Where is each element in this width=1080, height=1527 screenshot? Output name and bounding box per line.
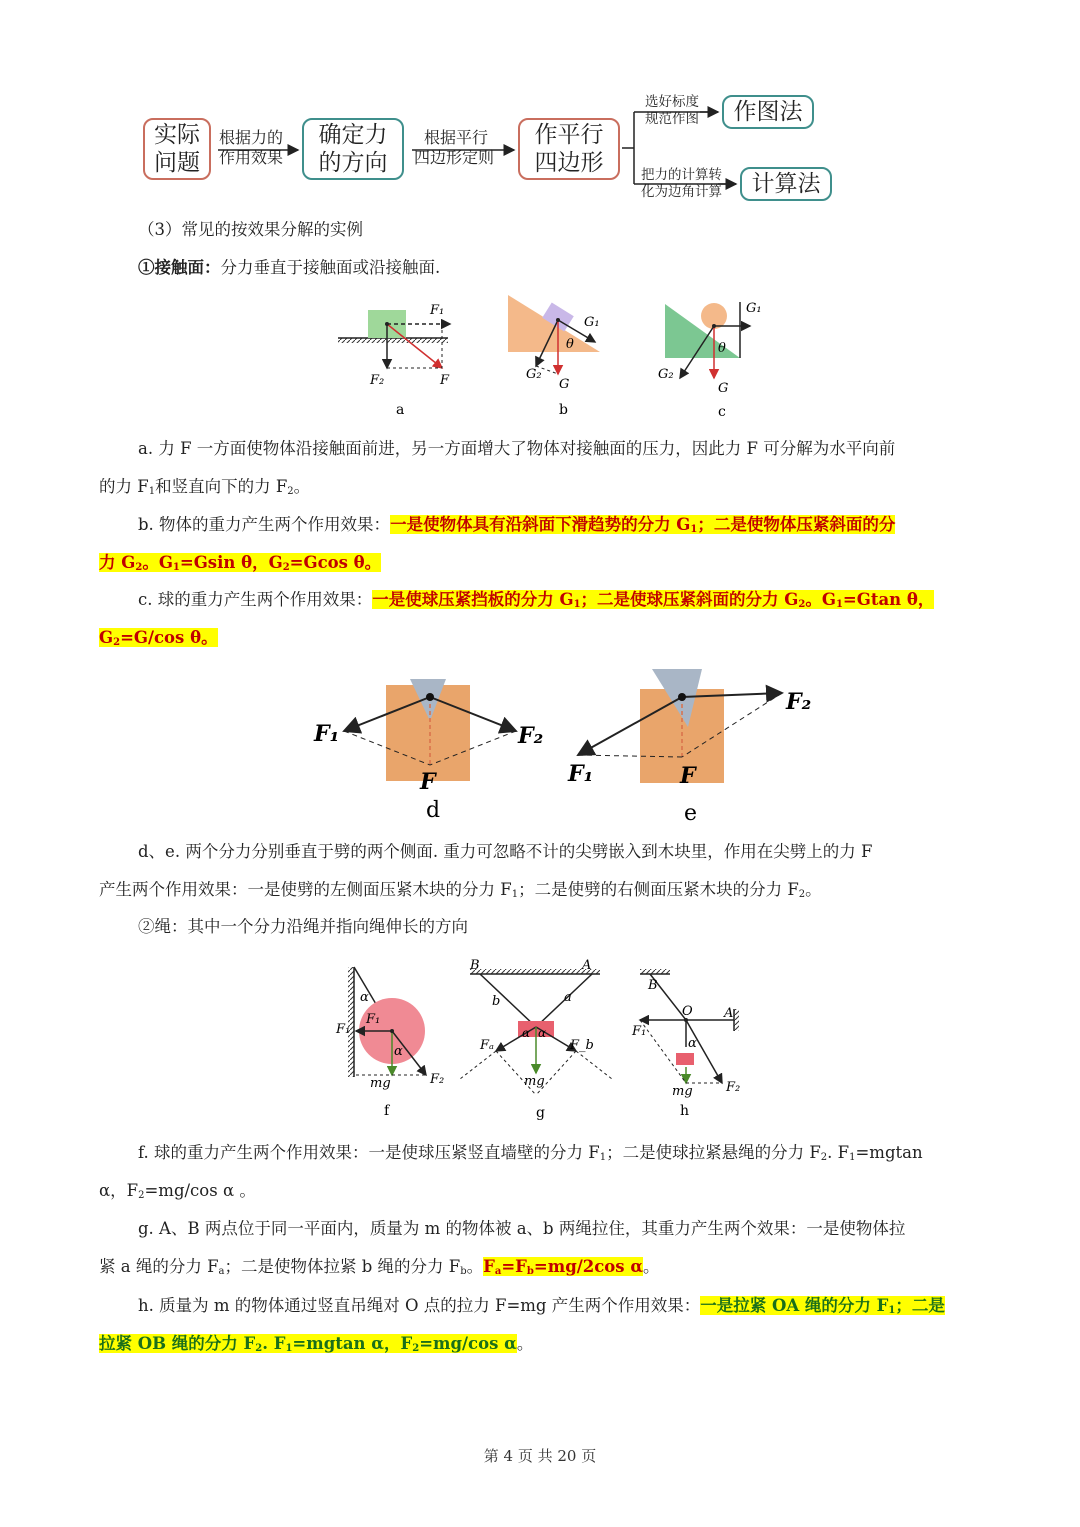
subscript: 2 (287, 486, 294, 497)
fig-h-B: B (648, 978, 658, 993)
subscript: 2 (412, 1343, 420, 1354)
fig-b-g: G (559, 377, 570, 392)
subscript: 1 (573, 599, 581, 610)
fig-b-caption: b (559, 402, 568, 418)
subscript: a (494, 1266, 502, 1277)
subscript: 1 (511, 889, 519, 900)
flow-text: 计算法 (751, 171, 821, 197)
flow-text: 化为边角计算 (641, 184, 722, 200)
text: 。 (466, 1257, 484, 1276)
para-de-line1: d、e. 两个分力分别垂直于劈的两个侧面. 重力可忽略不计的尖劈嵌入到木块里，作用在尖劈上的力 F (138, 842, 873, 861)
subscript: 1 (835, 599, 843, 610)
fig-h-f1: F₁ (632, 1024, 647, 1039)
text: ；二是使物体拉紧 b 绳的分力 F (224, 1257, 461, 1276)
fig-f-f1: F₁ (366, 1012, 381, 1027)
fig-g-alpha2: α (538, 1026, 547, 1040)
fig-a-f: F (440, 373, 450, 388)
text: h. 质量为 m 的物体通过竖直吊绳对 O 点的拉力 F=mg 产生两个作用效果： (138, 1296, 701, 1315)
flow-text: 确定力 (318, 122, 388, 148)
fig-g-alpha: α (522, 1026, 531, 1040)
text: 紧 a 绳的分力 F (99, 1257, 219, 1276)
subscript: 1 (888, 1305, 896, 1316)
text: . F (827, 1143, 850, 1162)
text: α，F (99, 1181, 139, 1200)
figure-c (665, 302, 750, 378)
text: 。 (805, 880, 822, 899)
subscript: 1 (849, 1152, 856, 1163)
fig-g-a: a (564, 990, 572, 1005)
para-a-line2 (99, 475, 310, 504)
fig-c-theta: θ (718, 341, 726, 356)
fig-c-g1: G₁ (746, 301, 762, 316)
fig-d-f2: F₂ (518, 723, 544, 749)
text: G (99, 628, 114, 647)
figure-d (344, 679, 516, 781)
text: 一是拉紧 OA 绳的分力 F (700, 1296, 889, 1315)
subscript: 2 (138, 1190, 145, 1201)
text: =mg/cos α (419, 1334, 517, 1353)
subscript: 1 (148, 486, 156, 497)
subscript: 2 (820, 1152, 828, 1163)
para-de-line2 (99, 878, 822, 907)
text: =G/cos θ。 (120, 628, 218, 647)
fig-f-caption: f (384, 1103, 390, 1119)
flow-text: 作平行 (534, 122, 604, 148)
text: 和竖直向下的力 F (155, 477, 288, 496)
text: 力 G (99, 553, 136, 572)
text: ；二是使球拉紧悬绳的分力 F (606, 1143, 821, 1162)
highlight (99, 628, 218, 647)
fig-f-alpha2: α (394, 1044, 403, 1059)
flow-text: 问题 (154, 150, 200, 176)
para-a-line1: a. 力 F 一方面使物体沿接触面前进，另一方面增大了物体对接触面的压力，因此力 F 可分解为水平向前 (138, 439, 896, 458)
item-text: 分力垂直于接触面或沿接触面. (220, 258, 441, 277)
item-contact-surface (138, 256, 440, 280)
page-footer: 第 4 页 共 20 页 (483, 1447, 597, 1465)
subscript: 1 (172, 562, 180, 573)
subscript: 2 (798, 889, 806, 900)
para-f-line1 (138, 1141, 923, 1170)
text: =Gsin θ，G (179, 553, 283, 572)
text: ；二是使球压紧斜面的分力 G (580, 590, 799, 609)
fig-h-caption: h (680, 1103, 690, 1119)
text: =mgtan (855, 1143, 923, 1162)
item-rope: ②绳：其中一个分力沿绳并指向绳伸长的方向 (138, 917, 468, 936)
para-f-line2 (99, 1179, 256, 1208)
para-b-line2 (99, 551, 381, 580)
fig-a-f2: F₂ (370, 373, 385, 388)
text: 。G (805, 590, 836, 609)
text: =Gtan θ， (842, 590, 935, 609)
text: 。 (516, 1334, 534, 1353)
flow-text: 作用效果 (219, 148, 284, 167)
fig-b-g1: G₁ (584, 315, 600, 330)
text: =mgtan α，F (292, 1334, 413, 1353)
fig-g-B: B (470, 958, 480, 973)
fig-e-f: F (680, 763, 696, 789)
text: 。G (142, 553, 173, 572)
fig-g-mg: mg (524, 1074, 545, 1089)
text: =mg/cos α 。 (144, 1181, 256, 1200)
fig-b-theta: θ (566, 337, 574, 352)
text: =F (501, 1257, 527, 1276)
text: ；二是使劈的右侧面压紧木块的分力 F (518, 880, 799, 899)
subscript: b (460, 1266, 467, 1277)
flow-text: 根据力的 (219, 128, 284, 147)
fig-f-mg: mg (370, 1076, 391, 1091)
item-label: ①接触面： (138, 258, 221, 277)
flow-text: 的方向 (318, 150, 388, 176)
flow-text: 作图法 (733, 99, 803, 125)
highlight (700, 1296, 945, 1315)
para-h-line2 (99, 1332, 533, 1361)
flow-text: 规范作图 (645, 111, 699, 127)
fig-h-A: A (724, 1006, 734, 1021)
fig-g-fb: F_b (570, 1038, 594, 1053)
fig-g-fa: Fₐ (480, 1038, 494, 1053)
text: 拉紧 OB 绳的分力 F (99, 1334, 256, 1353)
fig-h-f2: F₂ (726, 1080, 741, 1095)
highlight (390, 515, 895, 534)
text: =mg/2cos α (533, 1257, 644, 1276)
flow-text: 把力的计算转 (641, 167, 722, 183)
fig-a-f1: F₁ (430, 303, 445, 318)
text: 。 (643, 1257, 660, 1276)
fig-g-caption: g (536, 1105, 545, 1121)
para-h-line1 (138, 1294, 945, 1323)
flow-text: 选好标度 (645, 94, 699, 110)
fig-c-caption: c (718, 404, 726, 420)
fig-h-mg: mg (672, 1084, 693, 1099)
text: b. 物体的重力产生两个作用效果： (138, 515, 391, 534)
text: 的力 F (99, 477, 149, 496)
para-c-line2 (99, 626, 218, 655)
figure-b (508, 295, 600, 374)
fig-g-b: b (492, 994, 501, 1009)
fig-a-caption: a (396, 402, 405, 418)
fig-e-caption: e (684, 801, 698, 825)
section-title: （3）常见的按效果分解的实例 (138, 220, 363, 239)
text: 产生两个作用效果：一是使劈的左侧面压紧木块的分力 F (99, 880, 512, 899)
para-b-line1 (138, 513, 895, 542)
subscript: 2 (282, 562, 290, 573)
highlight (99, 1334, 517, 1353)
fig-c-g: G (718, 381, 729, 396)
text: f. 球的重力产生两个作用效果：一是使球压紧竖直墙壁的分力 F (138, 1143, 600, 1162)
para-g-line1: g. A、B 两点位于同一平面内，质量为 m 的物体被 a、b 两绳拉住，其重力产生两个效果：一是使物体拉 (138, 1219, 906, 1238)
para-c-line1 (138, 588, 934, 617)
figures-abc (330, 290, 780, 425)
highlight (483, 1257, 643, 1276)
fig-c-g2: G₂ (658, 367, 674, 382)
text: =Gcos θ。 (289, 553, 382, 572)
text: c. 球的重力产生两个作用效果： (138, 590, 373, 609)
flow-text: 根据平行 (424, 128, 489, 147)
para-g-line2 (99, 1255, 660, 1284)
fig-h-O: O (682, 1004, 693, 1019)
text: 。 (293, 477, 311, 496)
text: F (483, 1257, 495, 1276)
flow-text: 实际 (154, 122, 200, 148)
fig-e-f2: F₂ (786, 689, 812, 715)
text: 一是使球压紧挡板的分力 G (372, 590, 574, 609)
subscript: 2 (798, 599, 806, 610)
fig-f-f2: F₂ (430, 1072, 445, 1087)
fig-h-alpha: α (688, 1036, 697, 1051)
flow-arrows (0, 0, 1080, 220)
subscript: b (526, 1266, 534, 1277)
fig-g-A: A (582, 958, 592, 973)
fig-d-f1: F₁ (314, 721, 340, 747)
text: ；二是 (895, 1296, 945, 1315)
subscript: 1 (690, 524, 698, 535)
subscript: 2 (255, 1343, 263, 1354)
subscript: a (218, 1266, 225, 1277)
subscript: 2 (135, 562, 143, 573)
subscript: 1 (599, 1152, 607, 1163)
figure-a (338, 310, 450, 368)
text: 一是使物体具有沿斜面下滑趋势的分力 G (390, 515, 691, 534)
fig-f-f1-wall: F₁ (336, 1022, 351, 1037)
flow-text: 四边形 (534, 150, 604, 176)
figures-fgh (330, 955, 760, 1125)
highlight (372, 590, 934, 609)
text: . F (262, 1334, 286, 1353)
fig-f-alpha1: α (360, 990, 369, 1005)
figures-de (300, 665, 840, 825)
fig-d-f: F (420, 769, 436, 795)
fig-d-caption: d (426, 798, 441, 823)
flow-text: 四边形定则 (414, 148, 495, 167)
figure-f (348, 967, 426, 1077)
subscript: 1 (285, 1343, 293, 1354)
highlight (99, 553, 381, 572)
fig-b-g2: G₂ (526, 367, 542, 382)
text: ；二是使物体压紧斜面的分 (697, 515, 896, 534)
subscript: 2 (113, 637, 121, 648)
fig-e-f1: F₁ (568, 761, 594, 787)
